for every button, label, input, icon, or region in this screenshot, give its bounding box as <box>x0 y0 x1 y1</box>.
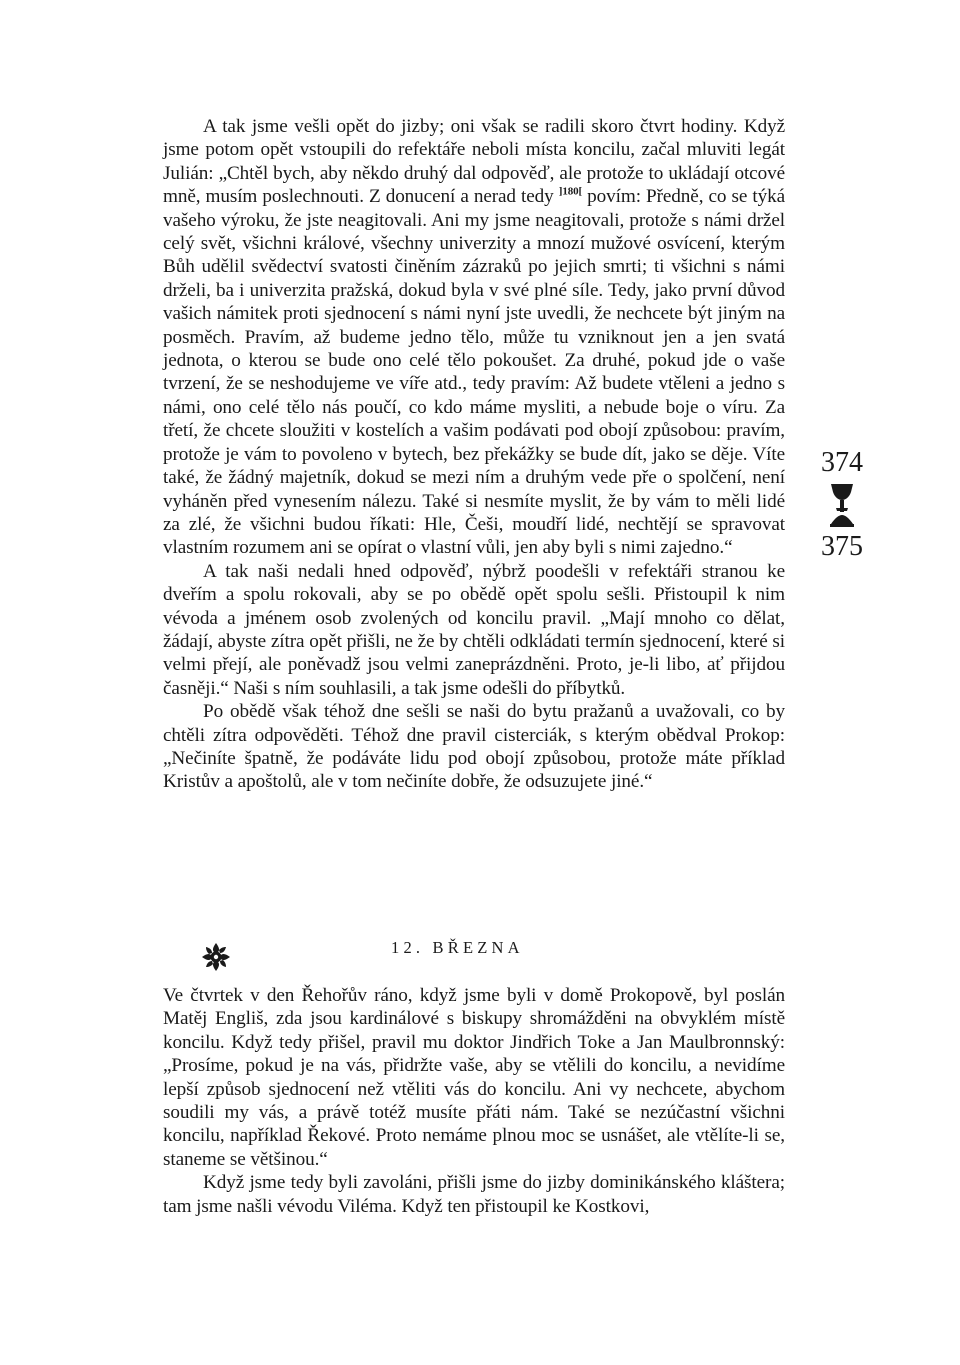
section-heading <box>163 935 785 975</box>
paragraph <box>163 115 785 560</box>
page-number-upper: 374 <box>821 447 863 478</box>
paragraph-text: povím: Předně, co se týká vašeho výroku, že jste neagitovali. Ani my jsme neagitovali, protože s námi držel celý svět, všichni králové, všechny univerzity a mnozí mužové osvícení, kterým Bůh udělil svědectví svatosti činěním zázraků po jejich smrti; ti všichni s námi drželi, ba i univerzita pražská, dokud byla v své plné síle. Tedy, jako první důvod vašich námitek proti sjednocení s námi nyní jste uvedli, že nechcete být jiným na posměch. Pravím, až budeme jedno tělo, může tu vzniknout jen a jen svatá jednota, o kterou se bude ono celé tělo pokoušet. Za druhé, pokud jde o vaše tvrzení, že se neshodujeme ve víře atd., tedy pravím: Až budete vtěleni a jedno s námi, ono celé tělo nás poučí, co kdo máme mysliti, a nebude boje o víru. Za třetí, že chcete sloužiti v kostelích a vašim podávati pod obojí způsobou: pravím, protože je vám to povoleno v bytech, bez překážky se bude dít, jako se děje. Víte také, že žádný majetník, dokud se mezi ním a druhým vede pře o spolčení, není vyháněn před vynesením nálezu. Také si nesmíte myslit, že by vám to měli lidé za zlé, že všichni budou říkati: Hle, Češi, moudří lidé, nechtějí se spravovat vlastním rozumem ani se opírat o vlastní vůli, jen aby byli s nimi zajedno.“ <box>163 186 785 559</box>
text-block-upper <box>163 115 785 794</box>
paragraph: Po obědě však téhož dne sešli se naši do bytu pražanů a uvažovali, co by chtěli zítra odpověděti. Téhož dne pravil cisterciák, s kterým obědval Prokop: „Nečiníte špatně, že podáváte lidu pod obojí způsobou, protože máte příklad Kristův a apoštolů, ale v tom nečiníte dobře, že odsuzujete jiné.“ <box>163 701 785 793</box>
paragraph: Ve čtvrtek v den Řehořův ráno, když jsme byli v domě Prokopově, byl poslán Matěj Engliš, zda jsou kardinálové s biskupy shromážděni na obvyklém místě koncilu. Když tedy přišel, pravil mu doktor Jindřich Toke a Jan Maulbronnský: „Prosíme, pokud je na vás, přidržte vaše, aby se vtělili do koncilu, a nevidíme lepší způsob sjednocení než vtěliti vás do koncilu. Ani vy nechcete, abychom soudili my vás, a právě totéž musíte přáti nám. Také se nezúčastní všichni koncilu, například Řekové. Proto nemáme plnou moc se usnášet, ale vtělíte-li se, staneme se většinou.“ <box>163 985 785 1170</box>
paragraph: Když jsme tedy byli zavoláni, přišli jsme do jizby dominikánského kláštera; tam jsme našli vévodu Viléma. Když ten přistoupil ke Kostkovi, <box>163 1172 785 1217</box>
page-number-lower: 375 <box>821 531 863 562</box>
margin-page-reference <box>812 448 872 562</box>
text-block-lower <box>163 984 785 1218</box>
footnote-marker: ]180[ <box>558 185 583 198</box>
chalice-icon <box>827 482 857 528</box>
section-title: 12. BŘEZNA <box>391 938 524 957</box>
paragraph: A tak naši nedali hned odpověď, nýbrž poodešli v refektáři stranou ke dveřím a spolu rokovali, aby se po obědě opět spolu sešli. Přistoupil k nim vévoda a jménem osob zvolených od koncilu pravil. „Mají mnoho co dělat, žádají, abyste zítra opět přišli, ne že by chtěli odkládati termín sjednocení, které si velmi přejí, ale poněvadž jsou velmi zaneprázdněni. Proto, je-li libo, ať přijdou časněji.“ Naši s ním souhlasili, a tak jsme odešli do příbytků. <box>163 560 785 699</box>
paragraph-text: A tak jsme vešli opět do jizby; oni však se radili skoro čtvrt hodiny. Když jsme potom opět vstoupili do refektáře neboli místa koncilu, začal mluviti legát Julián: „Chtěl bych, aby někdo druhý dal odpověď, ale protože to ukládají otcové mně, musím poslechnouti. Z donucení a nerad tedy <box>163 116 785 208</box>
rosette-ornament-icon <box>200 941 232 973</box>
